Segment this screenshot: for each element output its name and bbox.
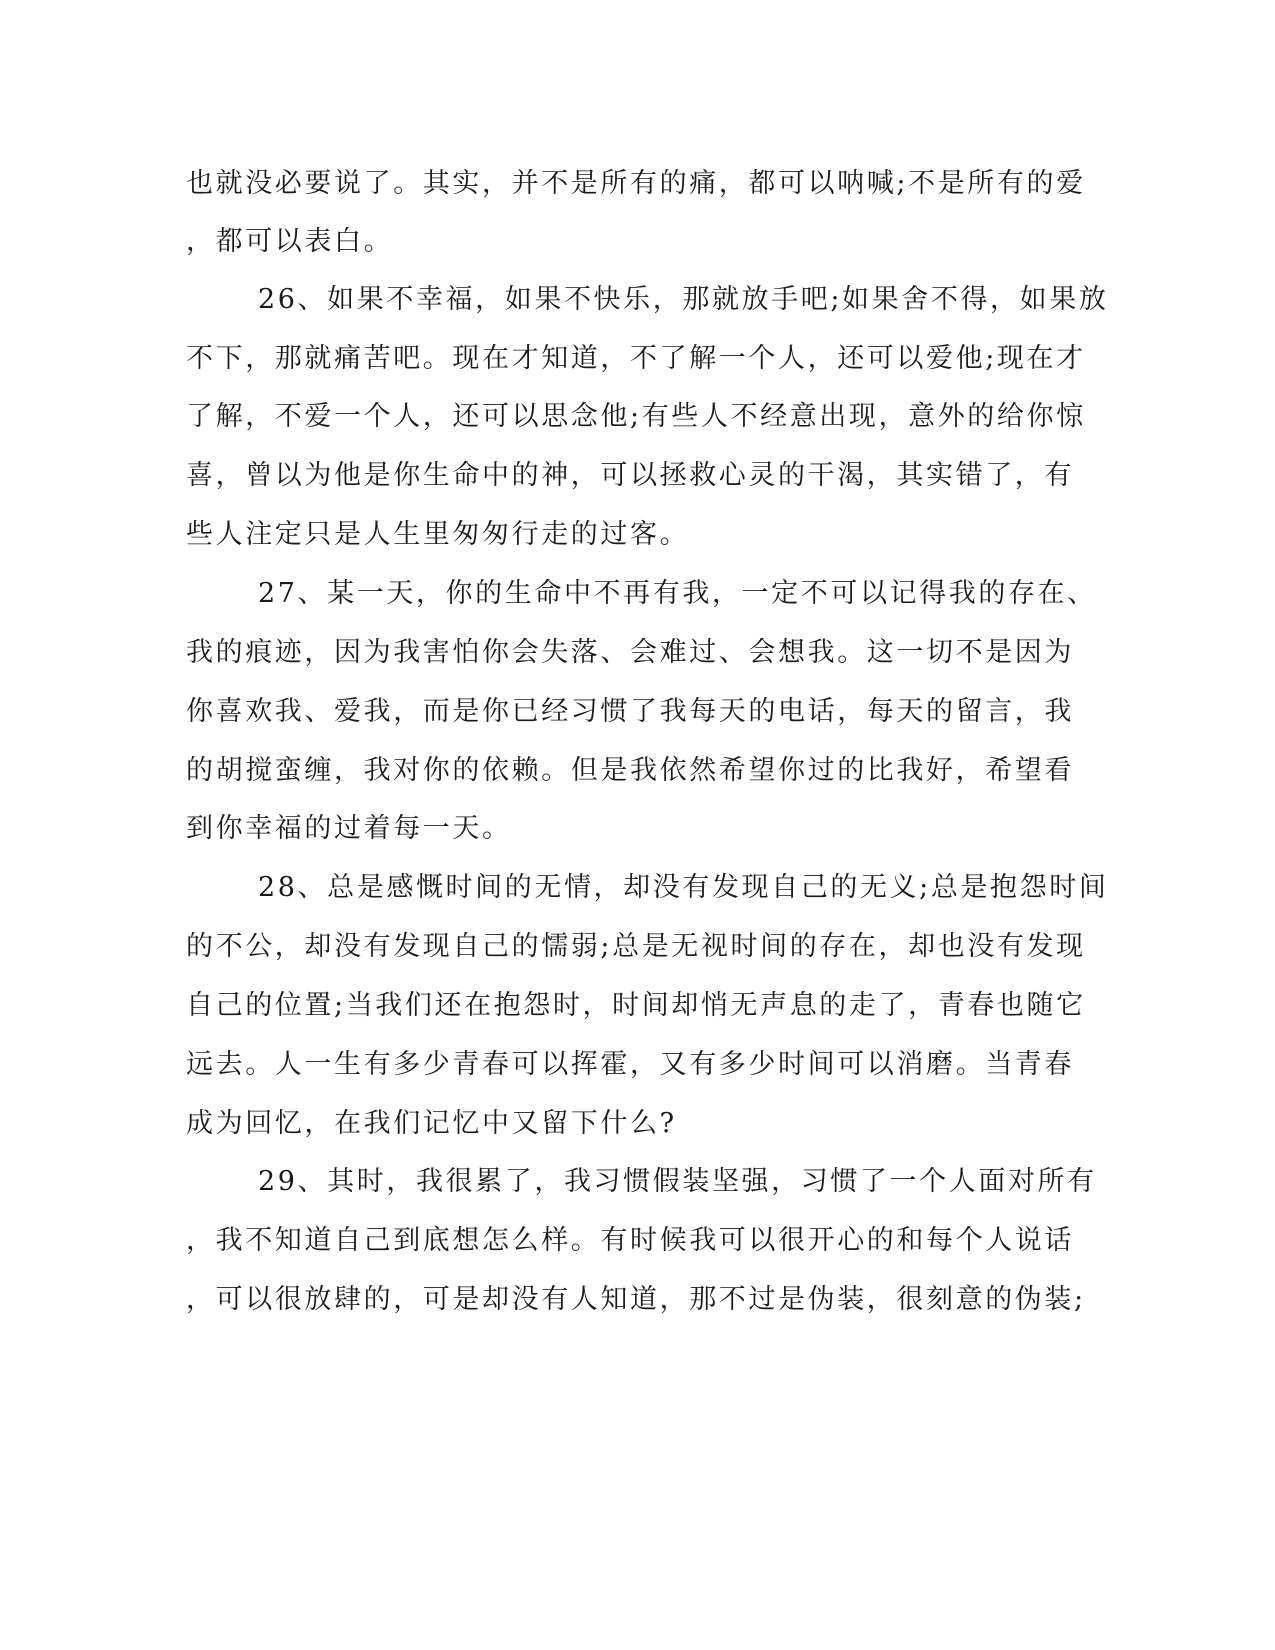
paragraph-line: 了解，不爱一个人，还可以思念他;有些人不经意出现，意外的给你惊 bbox=[186, 401, 1086, 432]
paragraph-line: 的不公，却没有发现自己的懦弱;总是无视时间的存在，却也没有发现 bbox=[186, 931, 1086, 962]
paragraph-line: 些人注定只是人生里匆匆行走的过客。 bbox=[186, 519, 690, 550]
paragraph-line: 远去。人一生有多少青春可以挥霍，又有多少时间可以消磨。当青春 bbox=[186, 1049, 1074, 1080]
paragraph-line: 自己的位置;当我们还在抱怨时，时间却悄无声息的走了，青春也随它 bbox=[186, 990, 1086, 1021]
paragraph-line: 喜，曾以为他是你生命中的神，可以拯救心灵的干渴，其实错了，有 bbox=[186, 460, 1074, 491]
paragraph-line: 我的痕迹，因为我害怕你会失落、会难过、会想我。这一切不是因为 bbox=[186, 637, 1074, 668]
paragraph-line: 也就没必要说了。其实，并不是所有的痛，都可以呐喊;不是所有的爱 bbox=[186, 168, 1086, 199]
paragraph-line: 成为回忆，在我们记忆中又留下什么? bbox=[186, 1108, 677, 1139]
paragraph-line: 到你幸福的过着每一天。 bbox=[186, 813, 512, 844]
paragraph-line: 的胡搅蛮缠，我对你的依赖。但是我依然希望你过的比我好，希望看 bbox=[186, 755, 1074, 786]
paragraph-line: 29、其时，我很累了，我习惯假装坚强，习惯了一个人面对所有 bbox=[258, 1166, 1097, 1197]
paragraph-line: 不下，那就痛苦吧。现在才知道，不了解一个人，还可以爱他;现在才 bbox=[186, 343, 1086, 374]
paragraph-line: ，都可以表白。 bbox=[186, 226, 394, 257]
paragraph-line: 27、某一天，你的生命中不再有我，一定不可以记得我的存在、 bbox=[258, 578, 1097, 609]
paragraph-line: 28、总是感慨时间的无情，却没有发现自己的无义;总是抱怨时间 bbox=[258, 872, 1109, 903]
paragraph-line: 你喜欢我、爱我，而是你已经习惯了我每天的电话，每天的留言，我 bbox=[186, 696, 1074, 727]
paragraph-line: ，我不知道自己到底想怎么样。有时候我可以很开心的和每个人说话 bbox=[186, 1225, 1074, 1256]
paragraph-line: 26、如果不幸福，如果不快乐，那就放手吧;如果舍不得，如果放 bbox=[258, 284, 1109, 315]
paragraph-line: ，可以很放肆的，可是却没有人知道，那不过是伪装，很刻意的伪装; bbox=[186, 1284, 1086, 1315]
